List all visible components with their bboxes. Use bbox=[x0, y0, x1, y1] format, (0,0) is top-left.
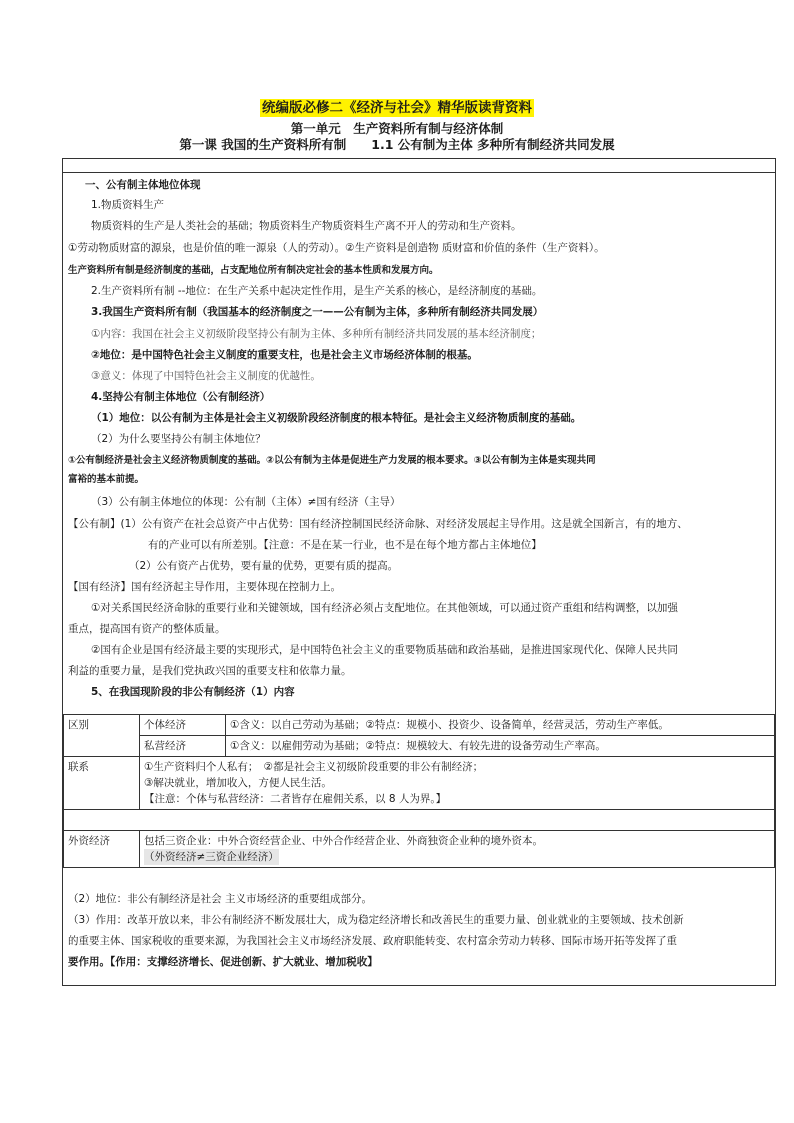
table-cell bbox=[140, 757, 775, 810]
table-cell: 区别 bbox=[64, 715, 140, 757]
table-cell: 联系 bbox=[64, 757, 140, 810]
text-line: ①劳动物质财富的源泉，也是价值的唯一源泉（人的劳动）。②生产资料是创造物 质财富和价值的条件（生产资料）。 bbox=[68, 242, 605, 254]
section-heading: 一、公有制主体地位体现 bbox=[85, 179, 201, 191]
text-line: （1）地位：以公有制为主体是社会主义初级阶段经济制度的根本特征。是社会主义经济物质制度的基础。 bbox=[91, 412, 582, 424]
table-cell: 外资经济 bbox=[64, 831, 140, 868]
text-line: （3）作用：改革开放以来，非公有制经济不断发展壮大，成为稳定经济增长和改善民生的重要力量、创业就业的主要领域、技术创新 bbox=[68, 914, 684, 926]
text-line: 【公有制】(1）公有资产在社会总资产中占优势：国有经济控制国民经济命脉、对经济发展起主导作用。这是就全国新言，有的地方、 bbox=[68, 518, 688, 530]
text-line: 物质资料的生产是人类社会的基础；物质资料生产物质资料生产离不开人的劳动和生产资料。 bbox=[91, 220, 522, 232]
text-line: 2.生产资料所有制 --地位：在生产关系中起决定性作用，是生产关系的核心，是经济制度的基础。 bbox=[91, 285, 543, 297]
text-line: ②地位：是中国特色社会主义制度的重要支柱，也是社会主义市场经济体制的根基。 bbox=[91, 349, 478, 361]
table-cell: 私营经济 bbox=[140, 736, 226, 757]
text-line: 有的产业可以有所差别。【注意：不是在某一行业，也不是在每个地方都占主体地位】 bbox=[148, 539, 542, 551]
text-line: ①内容：我国在社会主义初级阶段坚持公有制为主体、多种所有制经济共同发展的基本经济制度； bbox=[91, 328, 542, 340]
content-box bbox=[62, 172, 776, 986]
cell-line: （外资经济≠三资企业经济） bbox=[144, 851, 279, 863]
text-line: ①公有制经济是社会主义经济物质制度的基础。②以公有制为主体是促进生产力发展的根本要求。③以公有制为主体是实现共同 bbox=[68, 455, 596, 466]
box-top-border bbox=[62, 158, 776, 172]
text-line: 要作用。【作用：支撑经济增长、促进创新、扩大就业、增加税收】 bbox=[68, 956, 378, 968]
text-line: ②国有企业是国有经济最主要的实现形式，是中国特色社会主义的重要物质基础和政治基础，是推进国家现代化、保障人民共同 bbox=[91, 644, 678, 656]
text-line: 1.物质资料生产 bbox=[91, 199, 165, 211]
text-line: 【国有经济】国有经济起主导作用，主要体现在控制力上。 bbox=[68, 581, 341, 593]
doc-title: 统编版必修二《经济与社会》精华版读背资料 bbox=[262, 100, 532, 116]
economy-table bbox=[63, 714, 775, 868]
cell-line: ①生产资料归个人私有； ②都是社会主义初级阶段重要的非公有制经济； bbox=[144, 761, 484, 773]
cell-line: 【注意：个体与私营经济：二者皆存在雇佣关系，以 8 人为界。】 bbox=[144, 793, 447, 805]
table-cell bbox=[140, 831, 775, 868]
text-line: 的重要主体、国家税收的重要来源，为我国社会主义市场经济发展、政府职能转变、农村富余劳动力转移、国际市场开拓等发挥了重 bbox=[68, 935, 677, 947]
table-cell-empty bbox=[64, 810, 775, 831]
text-line: （2）地位：非公有制经济是社会 主义市场经济的重要组成部分。 bbox=[68, 893, 373, 905]
text-line: 重点，提高国有资产的整体质量。 bbox=[68, 623, 226, 635]
lesson-title: 第一课 我国的生产资料所有制 1.1 公有制为主体 多种所有制经济共同发展 bbox=[179, 137, 615, 152]
table-cell: 个体经济 bbox=[140, 715, 226, 736]
text-line: 生产资料所有制是经济制度的基础，占支配地位所有制决定社会的基本性质和发展方向。 bbox=[68, 265, 439, 276]
text-line: 利益的重要力量，是我们党执政兴国的重要支柱和依靠力量。 bbox=[68, 665, 352, 677]
cell-line: 包括三资企业：中外合资经营企业、中外合作经营企业、外商独资企业种的境外资本。 bbox=[144, 835, 543, 847]
text-line: 4.坚持公有制主体地位（公有制经济） bbox=[91, 391, 271, 403]
text-line: （3）公有制主体地位的体现：公有制（主体）≠国有经济（主导） bbox=[91, 496, 401, 508]
text-line: 3.我国生产资料所有制（我国基本的经济制度之一——公有制为主体，多种所有制经济共同发展） bbox=[91, 306, 544, 318]
text-line: 富裕的基本前提。 bbox=[68, 474, 145, 485]
text-line: （2）为什么要坚持公有制主体地位？ bbox=[91, 433, 266, 445]
unit-title: 第一单元 生产资料所有制与经济体制 bbox=[290, 121, 504, 136]
cell-line: ③解决就业，增加收入，方便人民生活。 bbox=[144, 777, 332, 789]
table-cell: ①含义：以自己劳动为基础；②特点：规模小、投资少、设备简单，经营灵活，劳动生产率低。 bbox=[226, 715, 775, 736]
text-line: ①对关系国民经济命脉的重要行业和关键领域，国有经济必须占支配地位。在其他领域，可以通过资产重组和结构调整，以加强 bbox=[91, 602, 678, 614]
text-line: ③意义：体现了中国特色社会主义制度的优越性。 bbox=[91, 370, 321, 382]
text-line: （2）公有资产占优势，要有量的优势，更要有质的提高。 bbox=[129, 560, 399, 572]
text-line: 5、在我国现阶段的非公有制经济（1）内容 bbox=[91, 686, 295, 698]
table-cell: ①含义：以雇佣劳动为基础；②特点：规模较大、有较先进的设备劳动生产率高。 bbox=[226, 736, 775, 757]
